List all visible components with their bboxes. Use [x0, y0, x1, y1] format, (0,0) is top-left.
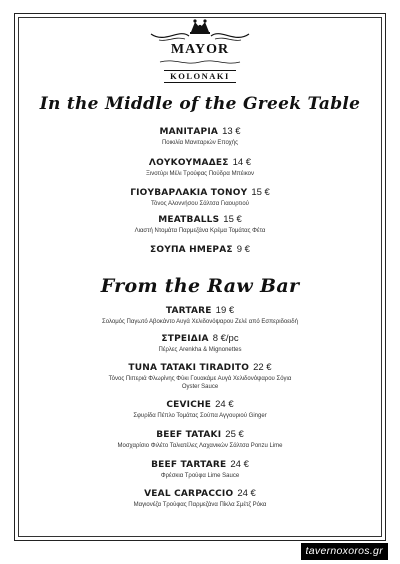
item-name: CEVICHE [166, 400, 212, 410]
brand-name: MAYOR [170, 42, 230, 57]
item-name: BEEF TARTARE [151, 460, 227, 470]
item-description: Τόνος Πιπεριά Φλωρίνης Φύκι Γουακάμε Αυγά Χελιδονόψαρου Σόγια Oyster Sauce [108, 376, 292, 390]
item-name: ΜΑΝΙΤΑΡΙΑ [159, 127, 219, 137]
menu-item [0, 214, 400, 235]
item-name: TARTARE [165, 306, 212, 316]
item-price: 13 € [222, 126, 241, 137]
item-name: BEEF TATAKI [156, 430, 222, 440]
menu-item [0, 362, 400, 391]
item-price: 22 € [253, 362, 272, 373]
item-description: Ξινοτύρι Μέλι Τρούφας Πούδρα Μπέικον [146, 171, 254, 177]
section-heading-greek-table: In the Middle of the Greek Table [39, 94, 361, 114]
restaurant-logo [0, 14, 400, 84]
item-price: 24 € [230, 459, 249, 470]
menu-item [0, 244, 400, 256]
item-description: Πέρλες Arenkha & Mignonettes [158, 347, 242, 353]
item-description: Φρέσκια Τρούφα Lime Sauce [160, 473, 240, 479]
item-price: 14 € [232, 157, 252, 168]
item-price: 24 € [237, 488, 256, 499]
ornament-divider-icon [155, 58, 245, 66]
item-name: ΓΙΟΥΒΑΡΛΑΚΙΑ ΤΟΝΟΥ [130, 188, 248, 198]
item-description: Ποικιλία Μανιταριών Εποχής [161, 140, 239, 146]
item-description: Μοσχαρίσιο Φιλέτο Ταλιατέλες Λαχανικών Σάλτσα Ponzu Lime [117, 443, 283, 449]
menu-item [0, 305, 400, 326]
item-price: 24 € [215, 399, 234, 410]
crown-flourish-icon [145, 14, 255, 44]
item-price: 8 €/pc [212, 333, 239, 344]
item-name: ΣΟΥΠΑ ΗΜΕΡΑΣ [150, 245, 233, 255]
menu-item [0, 157, 400, 178]
item-description: Τόνος Αλοννήσου Σάλτσα Γιαουρτιού [151, 201, 249, 207]
section-heading-raw-bar: From the Raw Bar [100, 275, 300, 297]
item-price: 9 € [236, 244, 250, 255]
watermark-logo: tavernoxoros.gr [301, 543, 388, 560]
item-price: 25 € [225, 429, 244, 440]
item-price: 15 € [223, 214, 242, 225]
item-price: 15 € [251, 187, 270, 198]
menu-item [0, 187, 400, 208]
menu-item [0, 399, 400, 420]
item-description: Σφυρίδα Πέπλο Τομάτας Σούπα Αγγουριού Ginger [133, 413, 267, 419]
item-name: MEATBALLS [158, 215, 220, 225]
item-name: ΛΟΥΚΟΥΜΑΔΕΣ [148, 158, 229, 168]
item-description: Λιαστή Ντομάτα Παρμεζάνα Κρέμα Τομάτας Φέτα [134, 228, 266, 234]
item-description: Μαγιονέζα Τρούφας Παρμεζάνα Πίκλα Σμέτζ Ρόκα [133, 502, 267, 508]
menu-item [0, 126, 400, 147]
menu-item [0, 488, 400, 509]
item-price: 19 € [215, 305, 235, 316]
menu-item [0, 333, 400, 354]
menu-item [0, 429, 400, 450]
item-name: ΣΤΡΕΙΔΙΑ [161, 334, 209, 344]
item-name: TUNA TATAKI TIRADITO [128, 363, 250, 373]
item-name: VEAL CARPACCIO [144, 489, 234, 499]
menu-item [0, 459, 400, 480]
brand-location: KOLONAKI [164, 70, 236, 83]
item-description: Σολομός Παγωτό Αβοκάντο Αυγά Χελιδονόψαρου Ζελέ από Εσπεριδοειδή [102, 319, 298, 325]
